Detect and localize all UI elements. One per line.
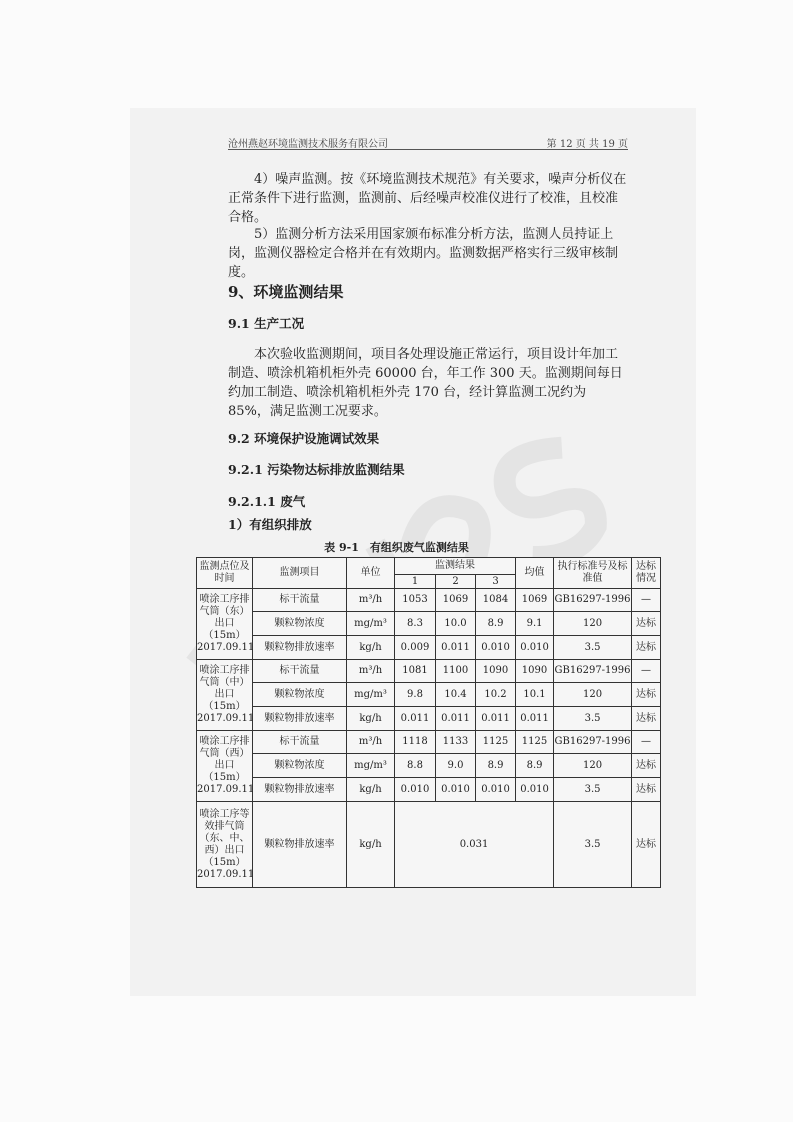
cell-ok: — (632, 731, 661, 754)
header-result: 监测结果 (395, 558, 516, 575)
table-row (197, 589, 661, 612)
section-9-2-1-1-title: 9.2.1.1 废气 (228, 494, 306, 509)
cell-item: 标干流量 (253, 660, 347, 683)
table-row (197, 731, 661, 754)
cell-v3: 0.010 (476, 636, 516, 660)
cell-v3: 0.011 (476, 707, 516, 731)
cell-ok: 达标 (632, 636, 661, 660)
company-name: 沧州燕赵环境监测技术服务有限公司 (228, 139, 388, 150)
row-item: 颗粒物排放速率 (253, 802, 347, 888)
cell-ok: 达标 (632, 612, 661, 636)
row-compliance: 达标 (632, 802, 661, 888)
emission-table (196, 557, 661, 888)
cell-v2: 1133 (436, 731, 476, 754)
cell-unit: kg/h (347, 778, 395, 802)
row-value: 0.031 (395, 802, 554, 888)
cell-v1: 0.011 (395, 707, 436, 731)
organized-emission-label: 1）有组织排放 (228, 517, 312, 532)
page-header (228, 133, 628, 150)
cell-std: GB16297-1996 (554, 589, 632, 612)
cell-avg: 1069 (516, 589, 554, 612)
section-9-2-title: 9.2 环境保护设施调试效果 (228, 431, 380, 446)
section-9-title: 9、环境监测结果 (228, 283, 344, 301)
header-unit: 单位 (347, 558, 395, 589)
cell-unit: m³/h (347, 731, 395, 754)
para-method: 5）监测分析方法采用国家颁布标准分析方法，监测人员持证上岗，监测仪器检定合格并在有效期内。监测数据严格实行三级审核制度。 (228, 227, 619, 280)
cell-avg: 1125 (516, 731, 554, 754)
cell-avg: 1090 (516, 660, 554, 683)
row-unit: kg/h (347, 802, 395, 888)
cell-item: 标干流量 (253, 731, 347, 754)
section-9-1-title: 9.1 生产工况 (228, 316, 305, 331)
cell-point: 喷涂工序排气筒（西）出口（15m）2017.09.11 (197, 731, 253, 802)
cell-v2: 10.0 (436, 612, 476, 636)
cell-v2: 0.011 (436, 707, 476, 731)
cell-v2: 10.4 (436, 683, 476, 707)
table-row (197, 707, 661, 731)
cell-unit: mg/m³ (347, 612, 395, 636)
table-row-equivalent (197, 802, 661, 888)
table-row (197, 754, 661, 778)
row-point: 喷涂工序等效排气筒（东、中、西）出口（15m）2017.09.11 (197, 802, 253, 888)
cell-std: 120 (554, 612, 632, 636)
cell-point: 喷涂工序排气筒（中）出口（15m）2017.09.11 (197, 660, 253, 731)
header-compliance: 达标情况 (632, 558, 661, 589)
table-row (197, 778, 661, 802)
cell-v3: 8.9 (476, 612, 516, 636)
cell-ok: — (632, 660, 661, 683)
cell-unit: mg/m³ (347, 683, 395, 707)
cell-avg: 9.1 (516, 612, 554, 636)
section-9-2-1-title: 9.2.1 污染物达标排放监测结果 (228, 462, 405, 477)
cell-v1: 8.8 (395, 754, 436, 778)
cell-unit: kg/h (347, 707, 395, 731)
cell-v3: 1125 (476, 731, 516, 754)
cell-std: GB16297-1996 (554, 660, 632, 683)
table-caption: 表 9-1 有组织废气监测结果 (324, 541, 469, 554)
cell-item: 标干流量 (253, 589, 347, 612)
cell-avg: 8.9 (516, 754, 554, 778)
cell-v2: 0.010 (436, 778, 476, 802)
cell-v3: 1090 (476, 660, 516, 683)
cell-v1: 0.010 (395, 778, 436, 802)
cell-ok: 达标 (632, 778, 661, 802)
header-point: 监测点位及时间 (197, 558, 253, 589)
cell-unit: mg/m³ (347, 754, 395, 778)
cell-std: GB16297-1996 (554, 731, 632, 754)
cell-item: 颗粒物排放速率 (253, 778, 347, 802)
cell-std: 120 (554, 683, 632, 707)
cell-unit: m³/h (347, 660, 395, 683)
table-row (197, 612, 661, 636)
header-standard: 执行标准号及标准值 (554, 558, 632, 589)
row-standard: 3.5 (554, 802, 632, 888)
cell-point: 喷涂工序排气筒（东）出口（15m）2017.09.11 (197, 589, 253, 660)
cell-unit: kg/h (347, 636, 395, 660)
header-run-1: 1 (395, 575, 436, 589)
cell-std: 120 (554, 754, 632, 778)
table-row (197, 660, 661, 683)
cell-item: 颗粒物浓度 (253, 612, 347, 636)
cell-avg: 0.011 (516, 707, 554, 731)
table-row (197, 683, 661, 707)
cell-v2: 1100 (436, 660, 476, 683)
cell-std: 3.5 (554, 778, 632, 802)
cell-ok: — (632, 589, 661, 612)
cell-v1: 1053 (395, 589, 436, 612)
table-row (197, 636, 661, 660)
cell-v2: 9.0 (436, 754, 476, 778)
cell-item: 颗粒物浓度 (253, 754, 347, 778)
cell-item: 颗粒物排放速率 (253, 636, 347, 660)
cell-item: 颗粒物排放速率 (253, 707, 347, 731)
cell-avg: 0.010 (516, 636, 554, 660)
cell-v1: 1118 (395, 731, 436, 754)
cell-v3: 1084 (476, 589, 516, 612)
cell-v3: 8.9 (476, 754, 516, 778)
cell-std: 3.5 (554, 636, 632, 660)
cell-avg: 0.010 (516, 778, 554, 802)
cell-v3: 0.010 (476, 778, 516, 802)
cell-ok: 达标 (632, 683, 661, 707)
cell-ok: 达标 (632, 754, 661, 778)
cell-item: 颗粒物浓度 (253, 683, 347, 707)
cell-unit: m³/h (347, 589, 395, 612)
cell-v2: 1069 (436, 589, 476, 612)
cell-ok: 达标 (632, 707, 661, 731)
cell-v1: 0.009 (395, 636, 436, 660)
header-avg: 均值 (516, 558, 554, 589)
header-run-3: 3 (476, 575, 516, 589)
cell-v3: 10.2 (476, 683, 516, 707)
para-noise: 4）噪声监测。按《环境监测技术规范》有关要求，噪声分析仪在正常条件下进行监测，监测前、后经噪声校准仪进行了校准，且校准合格。 (228, 172, 627, 225)
header-run-2: 2 (436, 575, 476, 589)
cell-avg: 10.1 (516, 683, 554, 707)
cell-v1: 9.8 (395, 683, 436, 707)
para-production: 本次验收监测期间，项目各处理设施正常运行，项目设计年加工制造、喷涂机箱机柜外壳 60000 台，年工作 300 天。监测期间每日约加工制造、喷涂机箱机柜外壳 170 台，经计算监测工况约为 85%，满足监测工况要求。 (228, 347, 623, 419)
page-number: 第 12 页 共 19 页 (546, 139, 628, 150)
cell-std: 3.5 (554, 707, 632, 731)
cell-v1: 8.3 (395, 612, 436, 636)
header-item: 监测项目 (253, 558, 347, 589)
cell-v2: 0.011 (436, 636, 476, 660)
cell-v1: 1081 (395, 660, 436, 683)
